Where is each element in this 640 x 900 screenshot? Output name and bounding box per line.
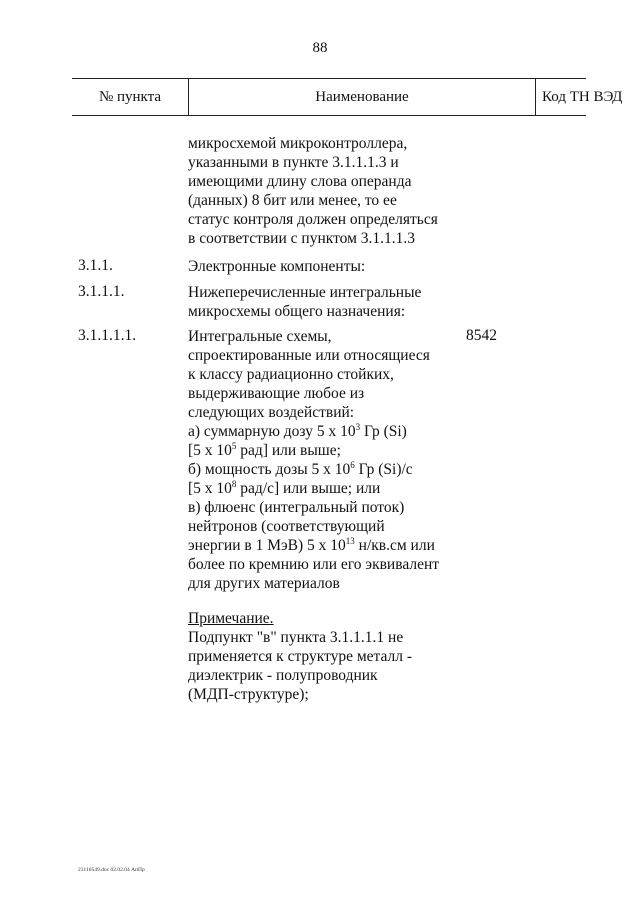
text-line: к классу радиационно стойких, [188, 366, 394, 383]
item-code: 8542 [466, 327, 497, 344]
text-line: [5 х $10^5$ рад] или выше; [188, 441, 341, 459]
header-code: Код ТН ВЭД [542, 88, 623, 105]
text-line: применяется к структуре металл - [188, 648, 413, 665]
header-item-number: № пункта [98, 88, 162, 105]
text-line: для других материалов [188, 575, 340, 592]
text-line: в соответствии с пунктом 3.1.1.1.3 [188, 230, 416, 247]
text-line: более по кремнию или его эквивалент [188, 556, 440, 573]
text-line: [5 х $10^8$ рад/с] или выше; или [188, 479, 381, 497]
text-line: Интегральные схемы, [188, 328, 332, 345]
text-line: спроектированные или относящиеся [188, 347, 430, 364]
text-line: указанными в пункте 3.1.1.1.3 и [188, 154, 399, 171]
text-line: имеющими длину слова операнда [188, 173, 412, 190]
text-line: Подпункт "в" пункта 3.1.1.1.1 не [188, 629, 404, 646]
text-line: следующих воздействий: [188, 404, 355, 421]
note-title: Примечание. [188, 610, 274, 627]
item-description [188, 283, 488, 321]
item-number: 3.1.1.1. [78, 283, 125, 300]
item-number: 3.1.1.1.1. [78, 327, 137, 344]
note-block [188, 609, 488, 704]
header-name: Наименование [188, 79, 536, 115]
text-line: Нижеперечисленные интегральные [188, 284, 422, 301]
text-line: (МДП-структуре); [188, 686, 309, 703]
text-line: в) флюенс (интегральный поток) [188, 499, 405, 516]
text-line: энергии в 1 МэВ) 5 х $10^{13}$ н/кв.см или [188, 536, 435, 554]
text-line: нейтронов (соответствующий [188, 518, 385, 535]
text-line: б) мощность дозы 5 х $10^6$ Гр (Si)/с [188, 460, 413, 478]
text-line: (данных) 8 бит или менее, то ее [188, 192, 397, 209]
text-line: а) суммарную дозу 5 х $10^3$ Гр (Si) [188, 422, 407, 440]
item-title: Электронные компоненты: [188, 258, 366, 275]
text-line: выдерживающие любое из [188, 385, 365, 402]
text-line: диэлектрик - полупроводник [188, 667, 378, 684]
table-header [72, 78, 623, 116]
item-number: 3.1.1. [78, 257, 113, 274]
text-line: статус контроля должен определяться [188, 211, 438, 228]
continuation-text [188, 134, 488, 248]
footer-file-reference: 23110549.doc 02.02.04 АпПр [78, 867, 145, 873]
text-line: микросхемы общего назначения: [188, 303, 406, 320]
text-line: микросхемой микроконтроллера, [188, 135, 408, 152]
page-number: 88 [312, 40, 328, 56]
item-description [188, 327, 488, 593]
